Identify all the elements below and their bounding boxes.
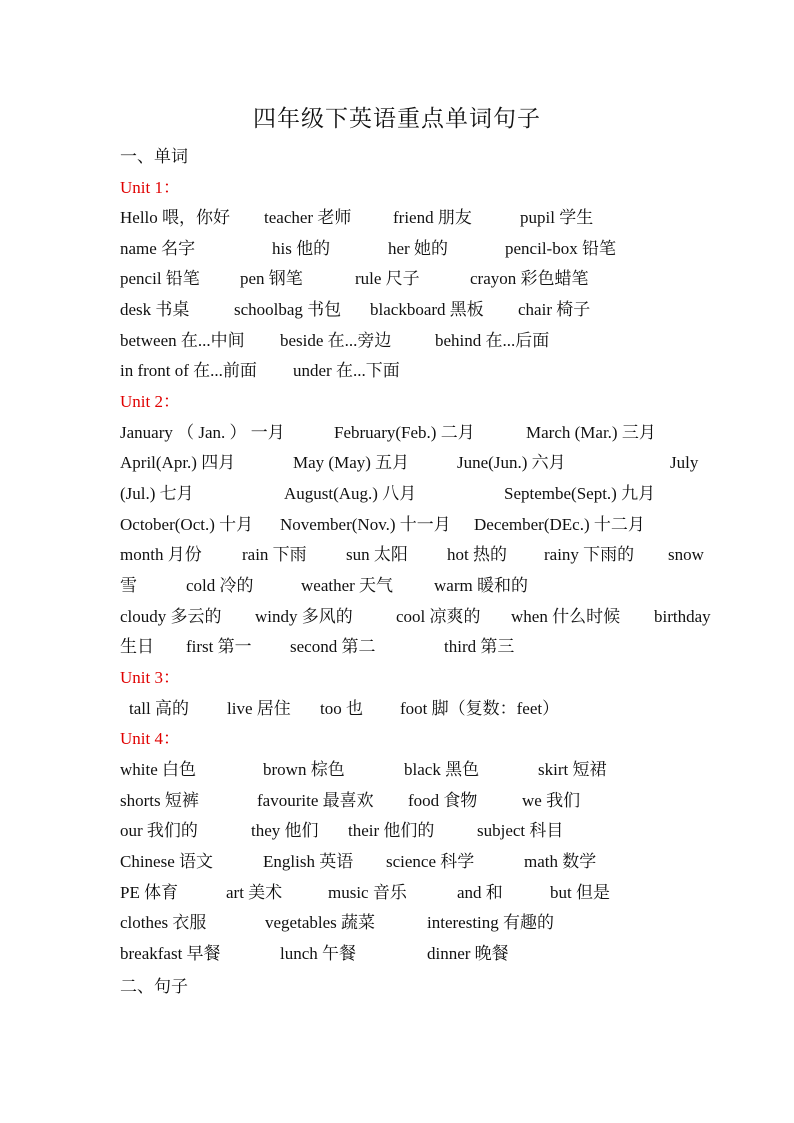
word-entry: warm 暖和的 [434, 576, 528, 595]
word-entry: foot 脚（复数：feet） [400, 699, 560, 718]
page-title: 四年级下英语重点单词句子 [253, 106, 541, 131]
word-entry: live 居住 [227, 699, 291, 718]
word-entry: cloudy 多云的 [120, 607, 222, 626]
word-entry: sun 太阳 [346, 545, 408, 564]
word-entry: skirt 短裙 [538, 760, 607, 779]
word-entry: we 我们 [522, 791, 581, 810]
word-entry: chair 椅子 [518, 300, 591, 319]
section-heading-words: 一、单词 [120, 147, 188, 166]
word-entry: March (Mar.) 三月 [526, 423, 656, 442]
word-entry: subject 科目 [477, 821, 564, 840]
word-entry: snow [668, 545, 704, 564]
word-entry: Septembe(Sept.) 九月 [504, 484, 656, 503]
word-entry: cool 凉爽的 [396, 607, 481, 626]
word-entry: February(Feb.) 二月 [334, 423, 475, 442]
word-entry: food 食物 [408, 791, 478, 810]
word-entry: pencil-box 铅笔 [505, 239, 616, 258]
word-entry: favourite 最喜欢 [257, 791, 374, 810]
word-entry: her 她的 [388, 239, 448, 258]
word-entry: pencil 铅笔 [120, 269, 200, 288]
word-entry: friend 朋友 [393, 208, 472, 227]
word-entry: second 第二 [290, 637, 376, 656]
word-entry: shorts 短裤 [120, 791, 199, 810]
word-entry: music 音乐 [328, 883, 407, 902]
word-entry: PE 体育 [120, 883, 179, 902]
word-entry: rain 下雨 [242, 545, 307, 564]
word-entry: they 他们 [251, 821, 319, 840]
word-entry: vegetables 蔬菜 [265, 913, 375, 932]
word-entry: his 他的 [272, 239, 331, 258]
word-entry: breakfast 早餐 [120, 944, 221, 963]
word-entry: third 第三 [444, 637, 515, 656]
word-entry: first 第一 [186, 637, 252, 656]
word-entry: under 在...下面 [293, 361, 400, 380]
unit-4-heading: Unit 4： [120, 729, 180, 748]
word-entry: rule 尺子 [355, 269, 420, 288]
word-entry: math 数学 [524, 852, 597, 871]
word-entry: November(Nov.) 十一月 [280, 515, 451, 534]
word-entry: July [670, 453, 699, 472]
word-entry: but 但是 [550, 883, 610, 902]
word-entry: (Jul.) 七月 [120, 484, 194, 503]
word-entry: blackboard 黑板 [370, 300, 484, 319]
word-entry: windy 多风的 [255, 607, 353, 626]
word-entry: June(Jun.) 六月 [457, 453, 566, 472]
word-entry: dinner 晚餐 [427, 944, 509, 963]
word-entry: January （ Jan. ） 一月 [120, 423, 285, 442]
unit-3-heading: Unit 3： [120, 668, 180, 687]
word-entry: rainy 下雨的 [544, 545, 635, 564]
word-entry: science 科学 [386, 852, 475, 871]
word-entry: birthday [654, 607, 711, 626]
word-entry: clothes 衣服 [120, 913, 207, 932]
word-entry: behind 在...后面 [435, 331, 550, 350]
word-entry: white 白色 [120, 760, 197, 779]
word-entry: cold 冷的 [186, 576, 254, 595]
word-entry: English 英语 [263, 852, 354, 871]
word-entry: August(Aug.) 八月 [284, 484, 417, 503]
word-entry: hot 热的 [447, 545, 507, 564]
section-heading-sentences: 二、句子 [120, 977, 188, 996]
word-entry: interesting 有趣的 [427, 913, 555, 932]
word-entry: our 我们的 [120, 821, 198, 840]
word-entry: pen 钢笔 [240, 269, 303, 288]
unit-1-heading: Unit 1： [120, 178, 180, 197]
word-entry: pupil 学生 [520, 208, 594, 227]
word-entry: their 他们的 [348, 821, 435, 840]
word-entry: October(Oct.) 十月 [120, 515, 254, 534]
word-entry: beside 在...旁边 [280, 331, 392, 350]
word-entry: between 在...中间 [120, 331, 245, 350]
word-entry: crayon 彩色蜡笔 [470, 269, 589, 288]
word-entry: 雪 [120, 576, 137, 595]
word-entry: black 黑色 [404, 760, 480, 779]
word-entry: weather 天气 [301, 576, 394, 595]
word-entry: desk 书桌 [120, 300, 190, 319]
word-entry: tall 高的 [129, 699, 189, 718]
word-entry: and 和 [457, 883, 503, 902]
word-entry: April(Apr.) 四月 [120, 453, 236, 472]
word-entry: name 名字 [120, 239, 196, 258]
word-entry: May (May) 五月 [293, 453, 410, 472]
word-entry: brown 棕色 [263, 760, 345, 779]
word-entry: 生日 [120, 637, 154, 656]
word-entry: Chinese 语文 [120, 852, 214, 871]
word-entry: schoolbag 书包 [234, 300, 342, 319]
word-entry: teacher 老师 [264, 208, 352, 227]
word-entry: Hello 喂，你好 [120, 208, 231, 227]
word-entry: December(DEc.) 十二月 [474, 515, 645, 534]
word-entry: too 也 [320, 699, 363, 718]
word-entry: month 月份 [120, 545, 202, 564]
word-entry: in front of 在...前面 [120, 361, 257, 380]
word-entry: when 什么时候 [511, 607, 621, 626]
word-entry: art 美术 [226, 883, 283, 902]
unit-2-heading: Unit 2： [120, 392, 180, 411]
word-entry: lunch 午餐 [280, 944, 357, 963]
